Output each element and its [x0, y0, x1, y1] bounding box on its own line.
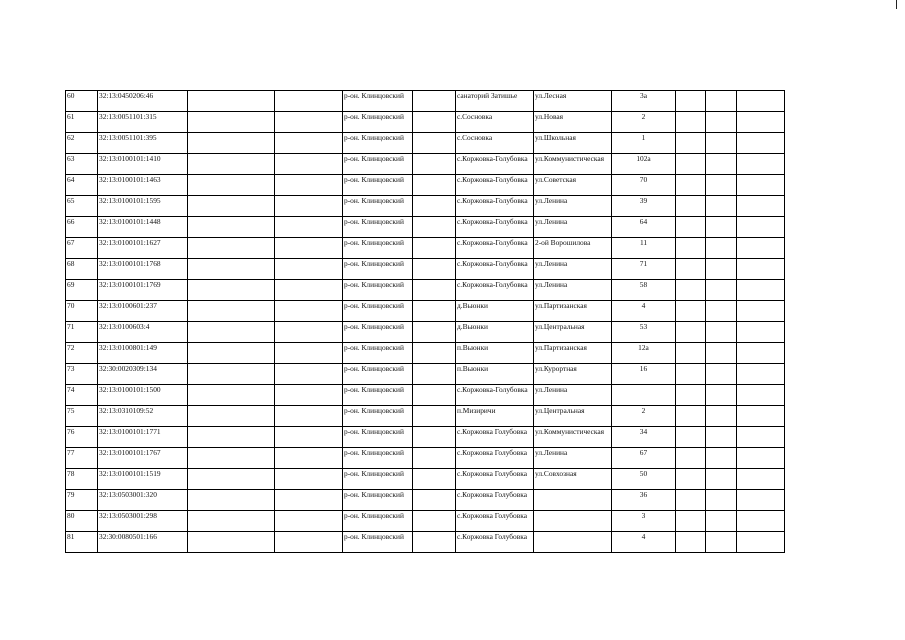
cell-cadastral-number: 32:13:0051101:395	[98, 133, 188, 154]
cell-street: ул.Совхозная	[534, 469, 612, 490]
cell-house: 70	[612, 175, 676, 196]
cell-empty	[706, 343, 737, 364]
cell-street: ул.Коммунистическая	[534, 154, 612, 175]
cell-settlement: с.Коржовка-Голубовка	[456, 154, 534, 175]
cell-row-number: 62	[66, 133, 98, 154]
cell-empty	[275, 511, 343, 532]
cell-empty	[676, 322, 706, 343]
cell-street	[534, 511, 612, 532]
cell-empty	[676, 175, 706, 196]
table-row	[66, 112, 785, 133]
cell-street: ул.Школьная	[534, 133, 612, 154]
cell-empty	[188, 469, 275, 490]
cell-empty	[676, 385, 706, 406]
cell-house	[612, 385, 676, 406]
cell-empty	[706, 259, 737, 280]
cell-empty	[706, 154, 737, 175]
cell-empty	[737, 175, 785, 196]
cell-empty	[737, 448, 785, 469]
cell-empty	[676, 364, 706, 385]
cell-empty	[413, 532, 456, 553]
table-row	[66, 91, 785, 112]
cell-empty	[706, 196, 737, 217]
cell-empty	[737, 238, 785, 259]
table-row	[66, 133, 785, 154]
cell-house: 102а	[612, 154, 676, 175]
cell-empty	[706, 490, 737, 511]
cell-house: 58	[612, 280, 676, 301]
cell-empty	[706, 364, 737, 385]
cell-settlement: с.Коржовка-Голубовка	[456, 217, 534, 238]
cell-settlement: д.Вьюнки	[456, 322, 534, 343]
cell-cadastral-number: 32:13:0100101:1768	[98, 259, 188, 280]
cell-row-number: 79	[66, 490, 98, 511]
cell-row-number: 80	[66, 511, 98, 532]
cell-street: ул.Центральная	[534, 322, 612, 343]
cell-row-number: 76	[66, 427, 98, 448]
cell-street: ул.Лесная	[534, 91, 612, 112]
table-row	[66, 301, 785, 322]
cell-district: р-он. Клинцовский	[343, 196, 413, 217]
cell-row-number: 61	[66, 112, 98, 133]
cell-cadastral-number: 32:13:0100101:1771	[98, 427, 188, 448]
cell-district: р-он. Клинцовский	[343, 112, 413, 133]
cell-empty	[413, 196, 456, 217]
cell-empty	[275, 406, 343, 427]
cell-cadastral-number: 32:13:0100101:1448	[98, 217, 188, 238]
table-row	[66, 448, 785, 469]
cell-empty	[706, 511, 737, 532]
cell-district: р-он. Клинцовский	[343, 91, 413, 112]
cell-row-number: 71	[66, 322, 98, 343]
cell-house: 12а	[612, 343, 676, 364]
cell-empty	[676, 196, 706, 217]
cell-empty	[188, 259, 275, 280]
cell-empty	[706, 301, 737, 322]
cell-empty	[706, 469, 737, 490]
cell-district: р-он. Клинцовский	[343, 154, 413, 175]
cell-empty	[413, 91, 456, 112]
cell-empty	[737, 259, 785, 280]
cell-cadastral-number: 32:13:0051101:315	[98, 112, 188, 133]
cell-empty	[706, 406, 737, 427]
cell-empty	[188, 322, 275, 343]
cell-settlement: с.Коржовка Голубовка	[456, 532, 534, 553]
table-row	[66, 469, 785, 490]
table-row	[66, 343, 785, 364]
table-row	[66, 385, 785, 406]
cell-row-number: 75	[66, 406, 98, 427]
cell-row-number: 78	[66, 469, 98, 490]
cell-empty	[676, 217, 706, 238]
cell-row-number: 72	[66, 343, 98, 364]
cell-cadastral-number: 32:13:0100101:1500	[98, 385, 188, 406]
cell-row-number: 64	[66, 175, 98, 196]
cell-settlement: с.Коржовка-Голубовка	[456, 385, 534, 406]
cell-row-number: 74	[66, 385, 98, 406]
cell-street	[534, 532, 612, 553]
cell-house: 3а	[612, 91, 676, 112]
cell-cadastral-number: 32:13:0503001:298	[98, 511, 188, 532]
cell-cadastral-number: 32:13:0100101:1627	[98, 238, 188, 259]
cell-empty	[413, 238, 456, 259]
cell-empty	[676, 154, 706, 175]
cell-empty	[275, 133, 343, 154]
cell-empty	[676, 427, 706, 448]
cell-cadastral-number: 32:13:0100101:1463	[98, 175, 188, 196]
cell-cadastral-number: 32:30:0020309:134	[98, 364, 188, 385]
cell-empty	[275, 448, 343, 469]
cell-empty	[188, 406, 275, 427]
cell-empty	[706, 133, 737, 154]
cell-district: р-он. Клинцовский	[343, 427, 413, 448]
cell-district: р-он. Клинцовский	[343, 490, 413, 511]
cell-cadastral-number: 32:13:0100603:4	[98, 322, 188, 343]
cell-district: р-он. Клинцовский	[343, 259, 413, 280]
cell-empty	[413, 469, 456, 490]
page-edge-mark	[896, 0, 897, 9]
cell-district: р-он. Клинцовский	[343, 343, 413, 364]
cell-row-number: 73	[66, 364, 98, 385]
cell-empty	[413, 259, 456, 280]
cell-cadastral-number: 32:13:0100101:1767	[98, 448, 188, 469]
cell-empty	[676, 91, 706, 112]
table-row	[66, 322, 785, 343]
cell-street: ул.Центральная	[534, 406, 612, 427]
cell-house: 53	[612, 322, 676, 343]
cell-settlement: с.Коржовка-Голубовка	[456, 238, 534, 259]
cell-empty	[706, 448, 737, 469]
table-row	[66, 217, 785, 238]
cell-empty	[275, 217, 343, 238]
cell-empty	[275, 343, 343, 364]
cell-empty	[676, 343, 706, 364]
cell-empty	[676, 112, 706, 133]
cell-empty	[737, 301, 785, 322]
cell-district: р-он. Клинцовский	[343, 322, 413, 343]
cell-empty	[413, 280, 456, 301]
cell-empty	[413, 364, 456, 385]
cell-house: 3	[612, 511, 676, 532]
cell-cadastral-number: 32:13:0100101:1410	[98, 154, 188, 175]
cell-row-number: 60	[66, 91, 98, 112]
cell-house: 11	[612, 238, 676, 259]
cell-empty	[188, 280, 275, 301]
cell-street: ул.Советская	[534, 175, 612, 196]
cell-empty	[737, 154, 785, 175]
cell-empty	[275, 112, 343, 133]
cell-row-number: 69	[66, 280, 98, 301]
table-row	[66, 364, 785, 385]
cell-row-number: 67	[66, 238, 98, 259]
cell-district: р-он. Клинцовский	[343, 469, 413, 490]
cell-settlement: с.Коржовка Голубовка	[456, 469, 534, 490]
cell-empty	[737, 511, 785, 532]
cell-empty	[188, 112, 275, 133]
table-row	[66, 259, 785, 280]
cell-house: 1	[612, 133, 676, 154]
cell-empty	[676, 301, 706, 322]
cell-empty	[676, 511, 706, 532]
cell-empty	[706, 91, 737, 112]
cell-district: р-он. Клинцовский	[343, 301, 413, 322]
cell-settlement: с.Коржовка Голубовка	[456, 511, 534, 532]
cell-empty	[737, 385, 785, 406]
cell-empty	[188, 490, 275, 511]
cell-street: ул.Ленина	[534, 259, 612, 280]
cell-empty	[413, 343, 456, 364]
cell-empty	[413, 511, 456, 532]
cell-settlement: с.Коржовка-Голубовка	[456, 196, 534, 217]
cell-empty	[413, 490, 456, 511]
table-row	[66, 154, 785, 175]
cell-settlement: п.Вьюнки	[456, 343, 534, 364]
cell-empty	[706, 385, 737, 406]
cell-cadastral-number: 32:13:0100601:237	[98, 301, 188, 322]
cell-empty	[275, 469, 343, 490]
cell-house: 34	[612, 427, 676, 448]
cell-empty	[706, 532, 737, 553]
cell-house: 39	[612, 196, 676, 217]
cell-house: 67	[612, 448, 676, 469]
cell-settlement: с.Коржовка-Голубовка	[456, 175, 534, 196]
cell-empty	[706, 322, 737, 343]
cell-empty	[737, 322, 785, 343]
cell-empty	[737, 364, 785, 385]
cell-house: 71	[612, 259, 676, 280]
cell-cadastral-number: 32:13:0450206:46	[98, 91, 188, 112]
cell-street: ул.Ленина	[534, 217, 612, 238]
cell-empty	[413, 448, 456, 469]
cell-settlement: п.Вьюнки	[456, 364, 534, 385]
cell-street: ул.Новая	[534, 112, 612, 133]
cell-empty	[737, 133, 785, 154]
cell-empty	[188, 448, 275, 469]
cell-settlement: с.Коржовка-Голубовка	[456, 259, 534, 280]
cell-empty	[275, 364, 343, 385]
cell-empty	[737, 532, 785, 553]
cell-empty	[676, 490, 706, 511]
cell-empty	[413, 406, 456, 427]
cell-empty	[706, 175, 737, 196]
cell-street: ул.Курортная	[534, 364, 612, 385]
cell-empty	[188, 343, 275, 364]
cell-empty	[413, 322, 456, 343]
cell-street: ул.Ленина	[534, 448, 612, 469]
table-row	[66, 196, 785, 217]
cell-empty	[737, 217, 785, 238]
cell-empty	[676, 238, 706, 259]
cell-empty	[737, 280, 785, 301]
cell-row-number: 66	[66, 217, 98, 238]
cell-district: р-он. Клинцовский	[343, 448, 413, 469]
cell-empty	[737, 490, 785, 511]
table-row	[66, 490, 785, 511]
cell-empty	[188, 133, 275, 154]
cell-empty	[275, 259, 343, 280]
cell-house: 50	[612, 469, 676, 490]
cell-empty	[706, 112, 737, 133]
cell-empty	[188, 91, 275, 112]
cell-empty	[737, 427, 785, 448]
cell-district: р-он. Клинцовский	[343, 385, 413, 406]
cell-street: ул.Ленина	[534, 196, 612, 217]
cell-empty	[188, 196, 275, 217]
cell-empty	[275, 175, 343, 196]
cell-empty	[413, 175, 456, 196]
table-row	[66, 175, 785, 196]
cell-cadastral-number: 32:13:0100101:1595	[98, 196, 188, 217]
cell-house: 2	[612, 406, 676, 427]
cell-empty	[413, 301, 456, 322]
cell-house: 36	[612, 490, 676, 511]
property-table	[65, 90, 785, 553]
cell-empty	[706, 427, 737, 448]
cell-empty	[275, 301, 343, 322]
cell-street: ул.Партизанская	[534, 301, 612, 322]
cell-settlement: санаторий Затишье	[456, 91, 534, 112]
cell-empty	[676, 448, 706, 469]
table-row	[66, 280, 785, 301]
cell-empty	[413, 133, 456, 154]
cell-empty	[188, 511, 275, 532]
cell-empty	[188, 532, 275, 553]
cell-row-number: 68	[66, 259, 98, 280]
cell-street: 2-ой Ворошилова	[534, 238, 612, 259]
cell-settlement: д.Вьюнки	[456, 301, 534, 322]
cell-empty	[275, 427, 343, 448]
cell-empty	[275, 490, 343, 511]
cell-empty	[413, 154, 456, 175]
cell-empty	[413, 217, 456, 238]
cell-settlement: с.Коржовка Голубовка	[456, 427, 534, 448]
cell-row-number: 65	[66, 196, 98, 217]
cell-empty	[275, 196, 343, 217]
cell-empty	[737, 343, 785, 364]
cell-empty	[676, 259, 706, 280]
cell-empty	[706, 280, 737, 301]
cell-house: 4	[612, 301, 676, 322]
cell-settlement: с.Сосновка	[456, 112, 534, 133]
table-body	[66, 91, 785, 553]
cell-empty	[275, 385, 343, 406]
cell-row-number: 63	[66, 154, 98, 175]
cell-cadastral-number: 32:13:0310109:52	[98, 406, 188, 427]
table-row	[66, 238, 785, 259]
cell-cadastral-number: 32:13:0503001:320	[98, 490, 188, 511]
cell-empty	[676, 532, 706, 553]
table-row	[66, 532, 785, 553]
cell-empty	[737, 406, 785, 427]
cell-settlement: с.Коржовка-Голубовка	[456, 280, 534, 301]
cell-district: р-он. Клинцовский	[343, 133, 413, 154]
cell-house: 2	[612, 112, 676, 133]
cell-empty	[676, 469, 706, 490]
cell-street: ул.Партизанская	[534, 343, 612, 364]
cell-district: р-он. Клинцовский	[343, 364, 413, 385]
cell-district: р-он. Клинцовский	[343, 532, 413, 553]
cell-street: ул.Ленина	[534, 280, 612, 301]
cell-street	[534, 490, 612, 511]
cell-district: р-он. Клинцовский	[343, 280, 413, 301]
cell-house: 4	[612, 532, 676, 553]
cell-empty	[188, 175, 275, 196]
cell-settlement: с.Коржовка Голубовка	[456, 448, 534, 469]
cell-street: ул.Коммунистическая	[534, 427, 612, 448]
cell-empty	[413, 427, 456, 448]
cell-empty	[275, 154, 343, 175]
cell-empty	[413, 385, 456, 406]
cell-district: р-он. Клинцовский	[343, 511, 413, 532]
cell-empty	[706, 238, 737, 259]
cell-empty	[188, 301, 275, 322]
cell-district: р-он. Клинцовский	[343, 217, 413, 238]
cell-district: р-он. Клинцовский	[343, 238, 413, 259]
cell-empty	[737, 196, 785, 217]
cell-district: р-он. Клинцовский	[343, 175, 413, 196]
cell-empty	[676, 280, 706, 301]
cell-cadastral-number: 32:13:0100101:1769	[98, 280, 188, 301]
table-row	[66, 511, 785, 532]
cell-empty	[188, 217, 275, 238]
cell-row-number: 81	[66, 532, 98, 553]
cell-settlement: с.Сосновка	[456, 133, 534, 154]
table-row	[66, 427, 785, 448]
cell-empty	[275, 322, 343, 343]
cell-empty	[188, 238, 275, 259]
cell-house: 64	[612, 217, 676, 238]
cell-house: 16	[612, 364, 676, 385]
cell-street: ул.Ленина	[534, 385, 612, 406]
cell-empty	[188, 154, 275, 175]
cell-empty	[275, 91, 343, 112]
cell-empty	[275, 532, 343, 553]
cell-cadastral-number: 32:30:0080501:166	[98, 532, 188, 553]
cell-empty	[737, 112, 785, 133]
cell-row-number: 77	[66, 448, 98, 469]
cell-empty	[676, 406, 706, 427]
cell-settlement: п.Мизиричи	[456, 406, 534, 427]
cell-empty	[275, 238, 343, 259]
cell-empty	[676, 133, 706, 154]
cell-empty	[188, 427, 275, 448]
cell-cadastral-number: 32:13:0100801:149	[98, 343, 188, 364]
cell-cadastral-number: 32:13:0100101:1519	[98, 469, 188, 490]
cell-empty	[737, 469, 785, 490]
cell-empty	[413, 112, 456, 133]
cell-empty	[188, 364, 275, 385]
cell-row-number: 70	[66, 301, 98, 322]
cell-empty	[737, 91, 785, 112]
cell-empty	[188, 385, 275, 406]
table-row	[66, 406, 785, 427]
cell-empty	[706, 217, 737, 238]
cell-settlement: с.Коржовка Голубовка	[456, 490, 534, 511]
cell-district: р-он. Клинцовский	[343, 406, 413, 427]
cell-empty	[275, 280, 343, 301]
